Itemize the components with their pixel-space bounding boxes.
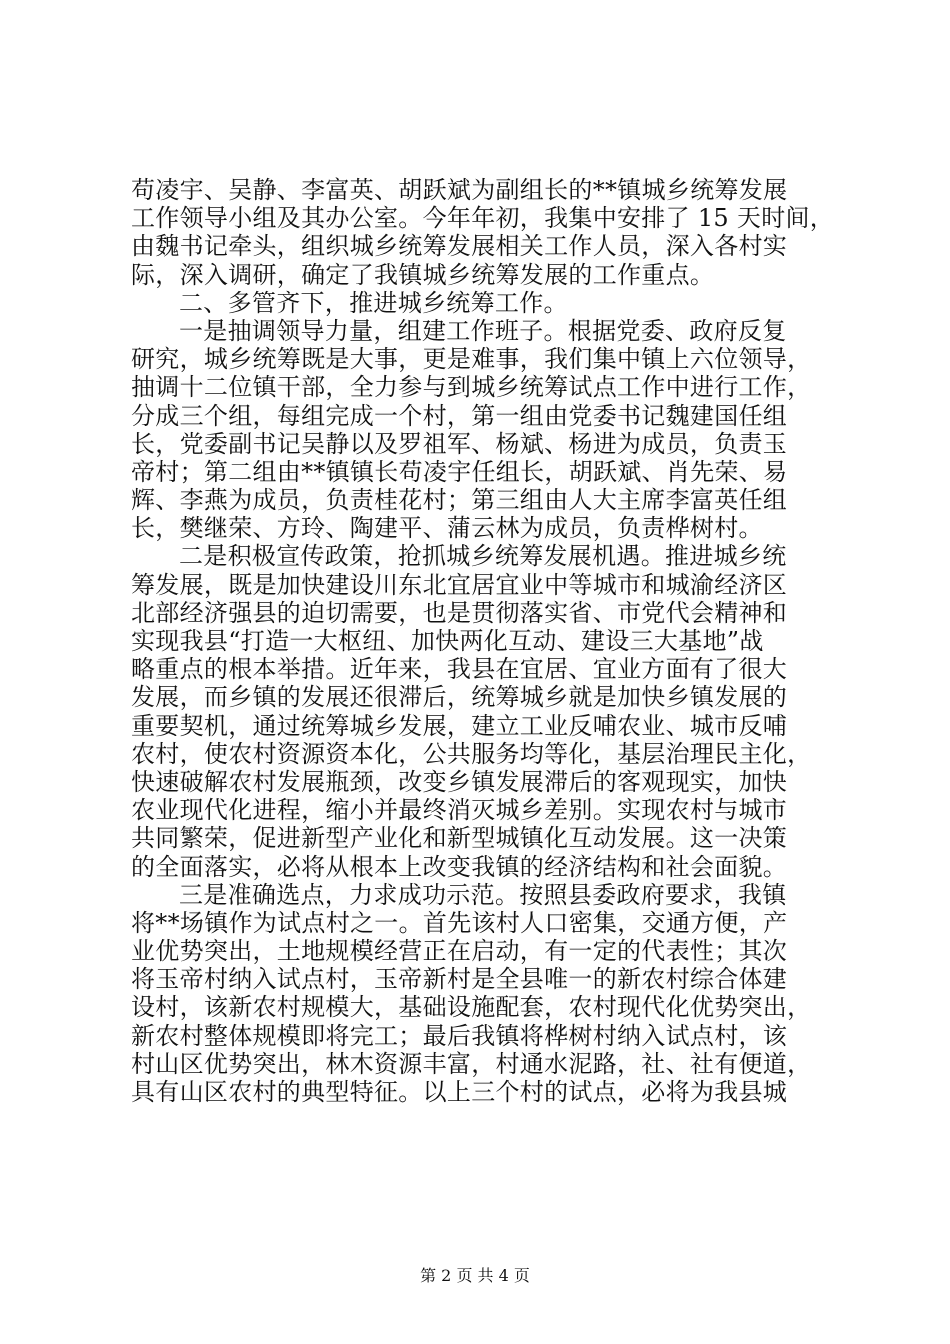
text-line: 长，樊继荣、方玲、陶建平、蒲云林为成员，负责桦树村。 (131, 514, 763, 543)
text-line: 重要契机，通过统筹城乡发展，建立工业反哺农业、城市反哺 (131, 711, 788, 740)
text-line: 苟凌宇、吴静、李富英、胡跃斌为副组长的**镇城乡统筹发展 (131, 176, 788, 204)
text-line: 村山区优势突出，林木资源丰富，村通水泥路，社、社有便道， (131, 1049, 812, 1078)
text-line: 将**场镇作为试点村之一。首先该村人口密集，交通方便，产 (131, 908, 788, 937)
text-line: 农村，使农村资源资本化，公共服务均等化，基层治理民主化， (131, 739, 812, 768)
text-line: 抽调十二位镇干部，全力参与到城乡统筹试点工作中进行工作， (131, 373, 812, 402)
text-line: 共同繁荣，促进新型产业化和新型城镇化互动发展。这一决策 (131, 824, 788, 853)
text-line: 研究，城乡统筹既是大事，更是难事，我们集中镇上六位领导， (131, 345, 812, 374)
text-line: 业优势突出，土地规模经营正在启动，有一定的代表性；其次 (131, 937, 788, 966)
text-line: 实现我县“打造一大枢纽、加快两化互动、建设三大基地”战 (131, 627, 764, 655)
text-line: 设村，该新农村规模大，基础设施配套，农村现代化优势突出， (131, 993, 812, 1022)
page-footer: 第 2 页 共 4 页 (420, 1266, 530, 1285)
text-line: 农业现代化进程，缩小并最终消灭城乡差别。实现农村与城市 (131, 796, 788, 825)
text-line: 际，深入调研，确定了我镇城乡统筹发展的工作重点。 (131, 260, 715, 289)
text-line: 分成三个组，每组完成一个村，第一组由党委书记魏建国任组 (131, 401, 788, 430)
text-line: 将玉帝村纳入试点村，玉帝新村是全县唯一的新农村综合体建 (131, 965, 788, 994)
text-line: 一是抽调领导力量，组建工作班子。根据党委、政府反复 (179, 316, 787, 345)
text-line: 筹发展，既是加快建设川东北宜居宜业中等城市和城渝经济区 (131, 570, 788, 599)
text-line: 新农村整体规模即将完工；最后我镇将桦树村纳入试点村，该 (131, 1021, 788, 1050)
text-line: 快速破解农村发展瓶颈，改变乡镇发展滞后的客观现实，加快 (131, 767, 788, 796)
text-line: 北部经济强县的迫切需要，也是贯彻落实省、市党代会精神和 (131, 598, 788, 627)
text-line: 帝村；第二组由**镇镇长苟凌宇任组长，胡跃斌、肖先荣、易 (131, 457, 788, 486)
text-line: 的全面落实，必将从根本上改变我镇的经济结构和社会面貌。 (131, 852, 788, 881)
body-text (131, 176, 835, 1106)
text-line: 具有山区农村的典型特征。以上三个村的试点，必将为我县城 (131, 1078, 788, 1106)
text-line: 长，党委副书记吴静以及罗祖军、杨斌、杨进为成员，负责玉 (131, 429, 788, 458)
text-line: 二是积极宣传政策，抢抓城乡统筹发展机遇。推进城乡统 (179, 542, 787, 571)
text-line: 三是准确选点，力求成功示范。按照县委政府要求，我镇 (179, 880, 787, 909)
text-line: 略重点的根本举措。近年来，我县在宜居、宜业方面有了很大 (131, 655, 788, 684)
text-line: 发展，而乡镇的发展还很滞后，统筹城乡就是加快乡镇发展的 (131, 683, 788, 712)
text-line: 工作领导小组及其办公室。今年年初，我集中安排了 15 天时间， (131, 204, 835, 233)
text-line: 二、多管齐下，推进城乡统筹工作。 (179, 288, 568, 317)
text-line: 辉、李燕为成员，负责桂花村；第三组由人大主席李富英任组 (131, 486, 788, 515)
text-line: 由魏书记牵头，组织城乡统筹发展相关工作人员，深入各村实 (131, 232, 788, 261)
